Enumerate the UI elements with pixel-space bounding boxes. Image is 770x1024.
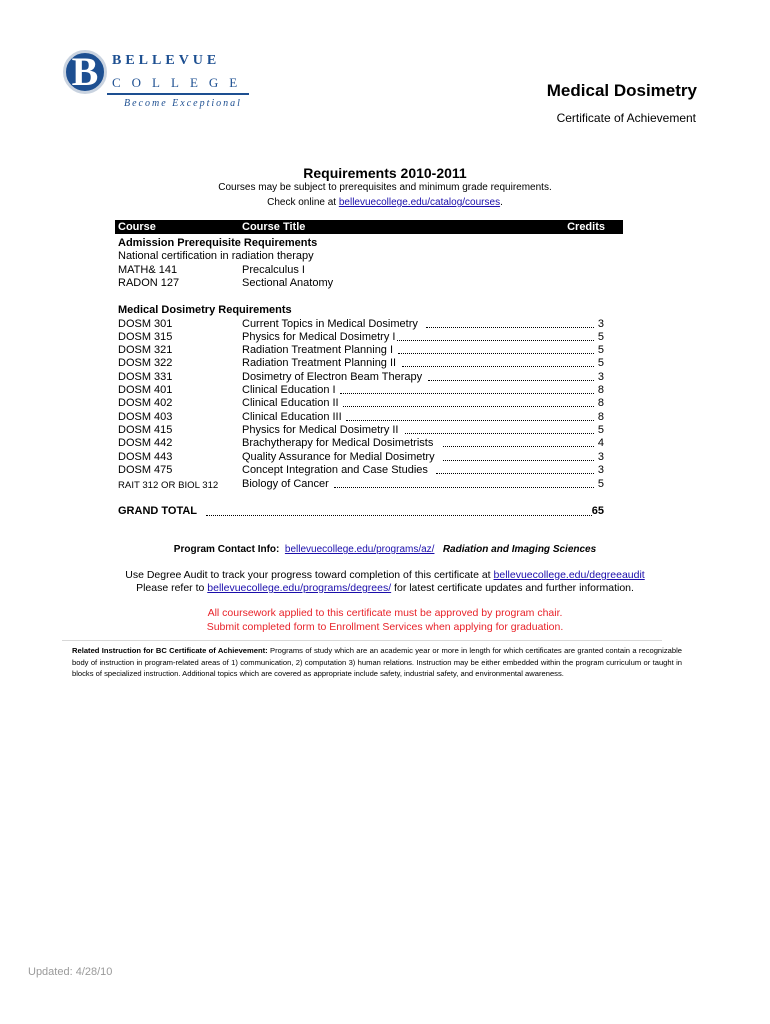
- related-instruction: [72, 645, 682, 680]
- course-table-header: [115, 220, 623, 234]
- admission-certification-line: National certification in radiation therapy: [118, 250, 314, 262]
- dosimetry-row: [118, 318, 604, 331]
- dosimetry-row: [118, 411, 604, 424]
- requirements-note: Courses may be subject to prerequisites and minimum grade requirements.: [218, 182, 552, 193]
- related-label: Related Instruction for BC Certificate of Achievement:: [72, 646, 268, 655]
- grand-total-row: [118, 505, 604, 518]
- dosimetry-row: [118, 331, 604, 344]
- catalog-check-line: [0, 197, 770, 208]
- dot-leader: [426, 327, 594, 328]
- dot-leader: [398, 353, 594, 354]
- course-code: DOSM 442: [118, 437, 173, 449]
- dosimetry-row: [118, 478, 604, 491]
- course-title: Quality Assurance for Medial Dosimetry: [242, 451, 435, 463]
- course-code: DOSM 322: [118, 357, 173, 369]
- audit-line2-suffix: for latest certificate updates and further information.: [391, 582, 634, 594]
- course-credits: 5: [597, 344, 604, 356]
- course-credits: 5: [597, 478, 604, 490]
- catalog-check-prefix: Check online at: [267, 197, 339, 208]
- course-title: Dosimetry of Electron Beam Therapy: [242, 371, 423, 383]
- course-code: DOSM 443: [118, 451, 173, 463]
- course-code: DOSM 301: [118, 318, 173, 330]
- course-credits: 3: [597, 451, 604, 463]
- dot-leader: [346, 420, 594, 421]
- degree-audit-note: [0, 569, 770, 595]
- course-title: Precalculus I: [242, 264, 305, 276]
- logo-divider: [107, 93, 249, 95]
- course-credits: 5: [597, 424, 604, 436]
- admission-row: [118, 277, 604, 290]
- document-title: Medical Dosimetry: [546, 81, 697, 100]
- notice-line-2: Submit completed form to Enrollment Services when applying for graduation.: [206, 621, 564, 633]
- contact-label: Program Contact Info:: [173, 544, 280, 555]
- program-link[interactable]: bellevuecollege.edu/programs/az/: [284, 544, 435, 555]
- audit-line-1: [0, 569, 770, 582]
- logo-name-line2: COLLEGE: [112, 75, 249, 90]
- logo-tagline: Become Exceptional: [124, 98, 242, 109]
- course-code: MATH& 141: [118, 264, 178, 276]
- course-title: Brachytherapy for Medical Dosimetrists: [242, 437, 434, 449]
- dosimetry-row: [118, 437, 604, 450]
- dosimetry-row: [118, 384, 604, 397]
- contact-department: Radiation and Imaging Sciences: [442, 544, 597, 555]
- grand-total-value: 65: [591, 505, 604, 517]
- dot-leader: [428, 380, 594, 381]
- dot-leader: [402, 366, 594, 367]
- course-title: Physics for Medical Dosimetry II: [242, 424, 399, 436]
- course-title: Radiation Treatment Planning I: [242, 344, 394, 356]
- course-credits: 5: [597, 331, 604, 343]
- admission-row: [118, 264, 604, 277]
- audit-line1-text: Use Degree Audit to track your progress toward completion of this certificate at: [125, 569, 494, 581]
- dot-leader: [443, 446, 594, 447]
- course-code: DOSM 403: [118, 411, 173, 423]
- grand-total-label: GRAND TOTAL: [118, 505, 198, 517]
- column-course-title: Course Title: [242, 221, 306, 233]
- course-code: DOSM 331: [118, 371, 173, 383]
- updated-date: Updated: 4/28/10: [28, 966, 113, 978]
- column-credits: Credits: [567, 221, 605, 233]
- dosimetry-row: [118, 371, 604, 384]
- course-code: DOSM 321: [118, 344, 173, 356]
- degrees-link[interactable]: bellevuecollege.edu/programs/degrees/: [207, 582, 392, 594]
- requirements-title: Requirements 2010-2011: [303, 165, 467, 181]
- course-title: Concept Integration and Case Studies: [242, 464, 428, 476]
- course-credits: 8: [597, 397, 604, 409]
- related-text: Programs of study which are an academic year or more in length for which certificates are granted contain a recognizable body of instruction in program-related areas of 1) communication, 2) computation 3) human relations. Instruction may be either embedded within the program curriculum or taught in blocks of specialized instruction. Additional topics which are covered as appropriate include safety, industrial safety, and environmental awareness.: [72, 646, 682, 678]
- course-title: Sectional Anatomy: [242, 277, 334, 289]
- course-code: RADON 127: [118, 277, 180, 289]
- course-credits: 4: [597, 437, 604, 449]
- course-credits: 3: [597, 464, 604, 476]
- course-credits: 3: [597, 371, 604, 383]
- dosimetry-row: [118, 464, 604, 477]
- column-course: Course: [118, 221, 156, 233]
- catalog-check-suffix: .: [500, 197, 503, 208]
- course-code: DOSM 401: [118, 384, 173, 396]
- dot-leader: [443, 460, 594, 461]
- logo-name-line1: BELLEVUE: [112, 53, 221, 68]
- dosimetry-row: [118, 344, 604, 357]
- course-credits: 5: [597, 357, 604, 369]
- section-divider: [62, 640, 662, 641]
- degree-audit-link[interactable]: bellevuecollege.edu/degreeaudit: [493, 569, 645, 581]
- course-code: DOSM 315: [118, 331, 173, 343]
- course-title: Current Topics in Medical Dosimetry: [242, 318, 418, 330]
- dot-leader: [206, 515, 592, 516]
- dot-leader: [340, 393, 594, 394]
- catalog-link[interactable]: bellevuecollege.edu/catalog/courses: [338, 197, 501, 208]
- course-code: RAIT 312 OR BIOL 312: [118, 480, 219, 491]
- logo-letter: B: [71, 49, 99, 94]
- course-credits: 3: [597, 318, 604, 330]
- course-code: DOSM 415: [118, 424, 173, 436]
- course-title: Clinical Education I: [242, 384, 336, 396]
- dosimetry-row: [118, 424, 604, 437]
- course-title: Clinical Education III: [242, 411, 342, 423]
- course-code: DOSM 475: [118, 464, 173, 476]
- dot-leader: [397, 340, 594, 341]
- dot-leader: [334, 487, 594, 488]
- course-code: DOSM 402: [118, 397, 173, 409]
- dot-leader: [405, 433, 594, 434]
- course-title: Clinical Education II: [242, 397, 339, 409]
- approval-notice: [0, 606, 770, 634]
- course-credits: 8: [597, 384, 604, 396]
- dosimetry-row: [118, 397, 604, 410]
- dot-leader: [436, 473, 594, 474]
- course-title: Physics for Medical Dosimetry I: [242, 331, 396, 343]
- program-contact: [0, 544, 770, 555]
- dot-leader: [343, 406, 594, 407]
- audit-line-2: [0, 582, 770, 595]
- course-credits: 8: [597, 411, 604, 423]
- admission-heading: Admission Prerequisite Requirements: [118, 237, 318, 249]
- dosimetry-row: [118, 451, 604, 464]
- audit-line2-text: Please refer to: [136, 582, 208, 594]
- dosimetry-heading: Medical Dosimetry Requirements: [118, 304, 292, 316]
- document-subtitle: Certificate of Achievement: [556, 111, 696, 125]
- course-title: Biology of Cancer: [242, 478, 329, 490]
- notice-line-1: All coursework applied to this certificate must be approved by program chair.: [207, 607, 563, 619]
- course-title: Radiation Treatment Planning II: [242, 357, 397, 369]
- dosimetry-row: [118, 357, 604, 370]
